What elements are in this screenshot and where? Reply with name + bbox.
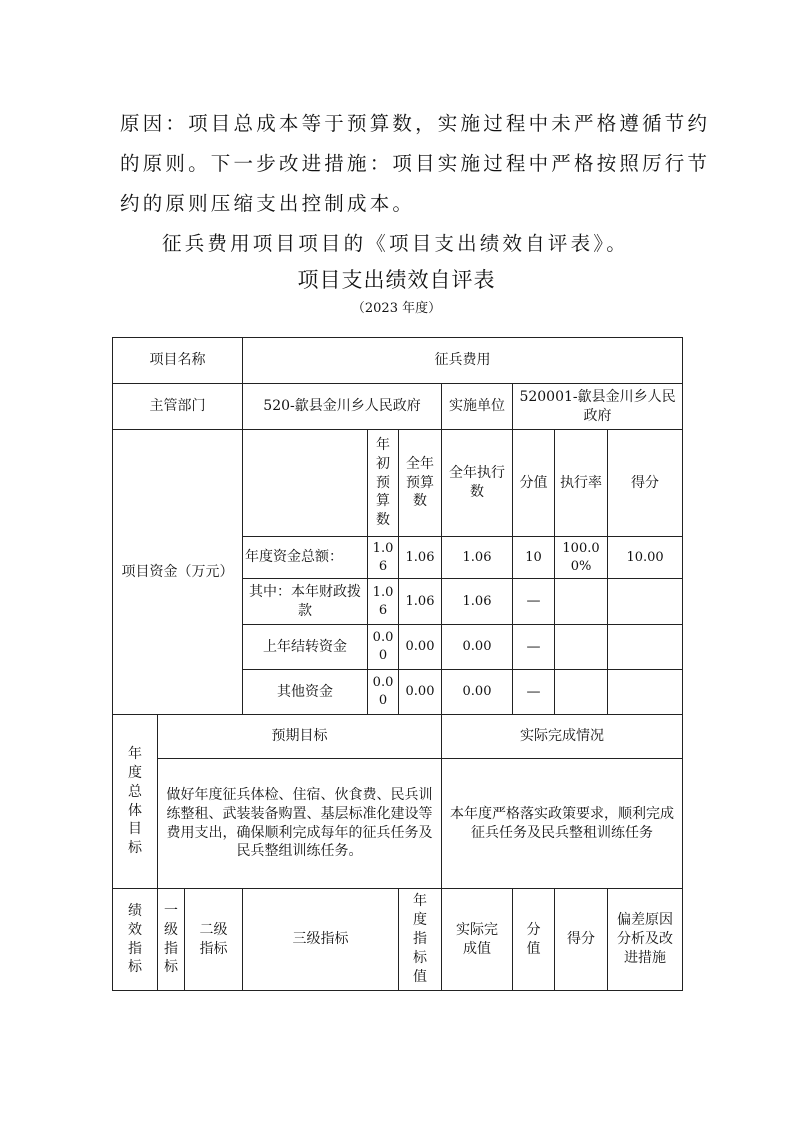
- actual-value-header: 实际完成值: [442, 889, 513, 991]
- fund-row-rate: [555, 625, 608, 670]
- header-full-budget: 全年预算数: [399, 430, 442, 537]
- fund-row-full: 0.00: [399, 625, 442, 670]
- perf-indicator-label: 绩效指标: [113, 889, 158, 991]
- paragraph-line-3: 约的原则压缩支出控制成本。: [120, 192, 416, 215]
- fund-row-score: [608, 579, 683, 625]
- header-executed: 全年执行数: [442, 430, 513, 537]
- header-score-weight: 分值: [513, 430, 555, 537]
- table-subtitle: （2023 年度）: [351, 301, 442, 316]
- project-name-label: 项目名称: [113, 338, 243, 384]
- fund-row-weight: —: [513, 579, 555, 625]
- fund-row-executed: 0.00: [442, 625, 513, 670]
- fund-row-label: 其中：本年财政拨款: [243, 579, 368, 625]
- fund-row-initial: 1.06: [368, 579, 399, 625]
- annual-goal-label: 年度总体目标: [113, 715, 158, 889]
- fund-row-label: 年度资金总额：: [243, 537, 368, 579]
- actual-completion-label: 实际完成情况: [442, 715, 683, 759]
- fund-row-label: 其他资金: [243, 670, 368, 715]
- funds-label: 项目资金（万元）: [113, 430, 243, 715]
- annual-value-header: 年度指标值: [399, 889, 442, 991]
- funds-header-blank: [243, 430, 368, 537]
- expected-goal-text: 做好年度征兵体检、住宿、伙食费、民兵训练整租、武装装备购置、基层标准化建设等费用支出，确保顺利完成每年的征兵任务及民兵整组训练任务。: [158, 759, 442, 889]
- fund-row-full: 1.06: [399, 537, 442, 579]
- expected-goal-label: 预期目标: [158, 715, 442, 759]
- paragraph-line-4: 征兵费用项目项目的《项目支出绩效自评表》。: [162, 232, 629, 255]
- fund-row-executed: 1.06: [442, 537, 513, 579]
- score-header: 得分: [555, 889, 608, 991]
- fund-row-score: [608, 625, 683, 670]
- dept-label: 主管部门: [113, 384, 243, 430]
- fund-row-initial: 0.00: [368, 670, 399, 715]
- paragraph-line-2: 的原则。下一步改进措施：项目实施过程中严格按照厉行节: [120, 152, 711, 175]
- dept-value: 520-歙县金川乡人民政府: [243, 384, 442, 430]
- fund-row-initial: 1.06: [368, 537, 399, 579]
- weight-header: 分值: [513, 889, 555, 991]
- fund-row-score: 10.00: [608, 537, 683, 579]
- level2-indicator-header: 二级指标: [185, 889, 243, 991]
- impl-unit-value: 520001-歙县金川乡人民政府: [513, 384, 683, 430]
- fund-row-full: 1.06: [399, 579, 442, 625]
- header-exec-rate: 执行率: [555, 430, 608, 537]
- actual-completion-text: 本年度严格落实政策要求，顺利完成征兵任务及民兵整租训练任务: [442, 759, 683, 889]
- fund-row-rate: 100.00%: [555, 537, 608, 579]
- header-score: 得分: [608, 430, 683, 537]
- header-initial-budget: 年初预算数: [368, 430, 399, 537]
- deviation-header: 偏差原因分析及改进措施: [608, 889, 683, 991]
- paragraph-line-1: 原因：项目总成本等于预算数，实施过程中未严格遵循节约: [120, 112, 711, 135]
- fund-row-initial: 0.00: [368, 625, 399, 670]
- fund-row-rate: [555, 579, 608, 625]
- level1-indicator-header: 一级指标: [158, 889, 185, 991]
- project-name-value: 征兵费用: [243, 338, 683, 384]
- fund-row-label: 上年结转资金: [243, 625, 368, 670]
- impl-unit-label: 实施单位: [442, 384, 513, 430]
- fund-row-executed: 0.00: [442, 670, 513, 715]
- fund-row-weight: —: [513, 625, 555, 670]
- fund-row-executed: 1.06: [442, 579, 513, 625]
- fund-row-full: 0.00: [399, 670, 442, 715]
- self-evaluation-table: [112, 337, 683, 991]
- fund-row-score: [608, 670, 683, 715]
- fund-row-weight: 10: [513, 537, 555, 579]
- fund-row-weight: —: [513, 670, 555, 715]
- level3-indicator-header: 三级指标: [243, 889, 399, 991]
- fund-row-rate: [555, 670, 608, 715]
- table-title: 项目支出绩效自评表: [297, 268, 496, 292]
